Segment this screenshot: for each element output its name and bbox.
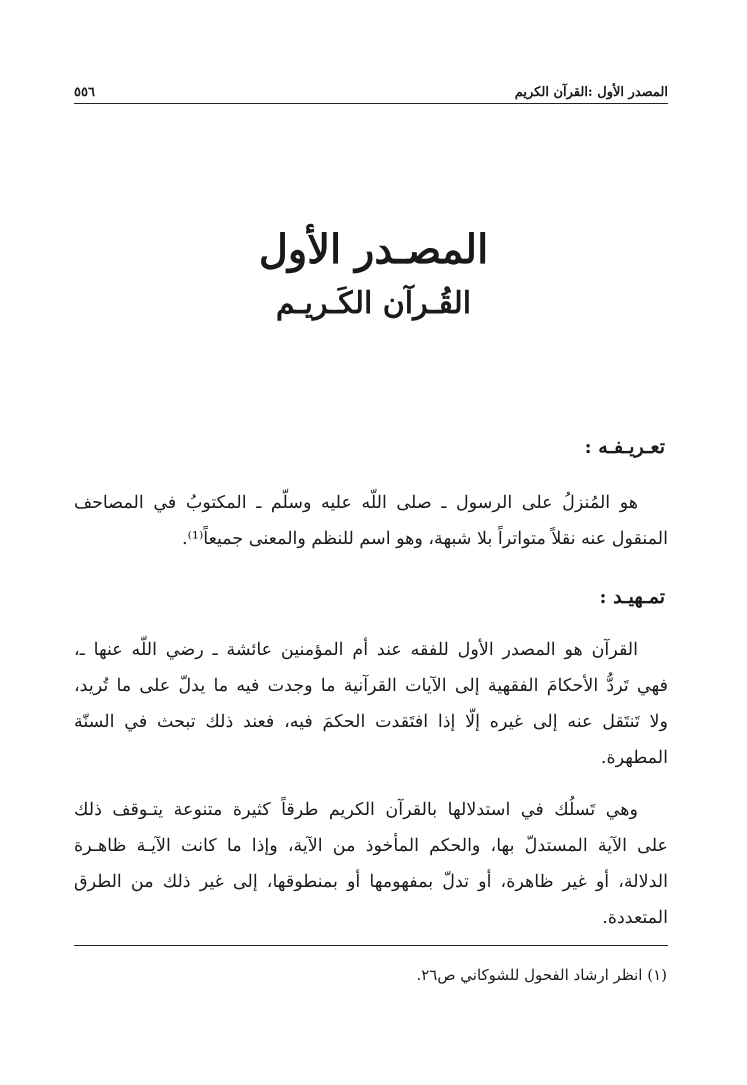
text-line: وهي تَسلُك في استدلالها بالقرآن الكريم طرقاً كثيرة متنوعة يتـوقف ذلك xyxy=(74,800,638,820)
text-line: القرآن هو المصدر الأول للفقه عند أم المؤمنين عائشة ـ رضي اللّه عنها ـ، xyxy=(74,640,638,660)
intro-paragraph-2 xyxy=(74,792,668,936)
running-header xyxy=(74,78,668,100)
intro-heading: تمـهيـد : xyxy=(599,586,665,608)
chapter-title: المصـدر الأول xyxy=(258,226,489,273)
definition-heading: تعـريـفـه : xyxy=(584,436,665,458)
definition-paragraph xyxy=(74,485,668,557)
page-number: ٥٥٦ xyxy=(74,85,95,100)
text-line: المتعددة. xyxy=(602,908,668,928)
text-line: الدلالة، أو غير ظاهرة، أو تدلّ بمفهومها أو بمنطوقها، إلى غير ذلك من الطرق xyxy=(74,872,668,892)
chapter-subtitle: القُـرآن الكَـريـم xyxy=(275,286,472,321)
text-line: هو المُنزلُ على الرسول ـ صلى اللّه عليه وسلّم ـ المكتوبُ في المصاحف xyxy=(74,493,638,513)
text-line: على الآية المستدلّ بها، والحكم المأخوذ من الآية، وإذا ما كانت الآيـة ظاهـرة xyxy=(74,836,668,856)
text-line: المطهرة. xyxy=(600,748,668,768)
text-line: المنقول عنه نقلاً متواتراً بلا شبهة، وهو اسم للنظم والمعنى جميعاً⁽¹⁾. xyxy=(182,529,668,549)
header-rule xyxy=(74,103,668,104)
text-line: فهي تَردُّ الأحكامَ الفقهية إلى الآيات القرآنية ما وجدت فيه ما يدلّ على ما تُريد، xyxy=(74,676,668,696)
running-title: المصدر الأول :القرآن الكريم xyxy=(514,85,668,100)
text-line: ولا تَنتَقل عنه إلى غيره إلّا إذا افتَقدت الحكمَ فيه، فعند ذلك تبحث في السنّة xyxy=(74,712,668,732)
footnote: (١) انظر ارشاد الفحول للشوكاني ص٢٦. xyxy=(416,966,667,984)
footnote-rule xyxy=(74,945,668,946)
intro-paragraph-1 xyxy=(74,632,668,776)
